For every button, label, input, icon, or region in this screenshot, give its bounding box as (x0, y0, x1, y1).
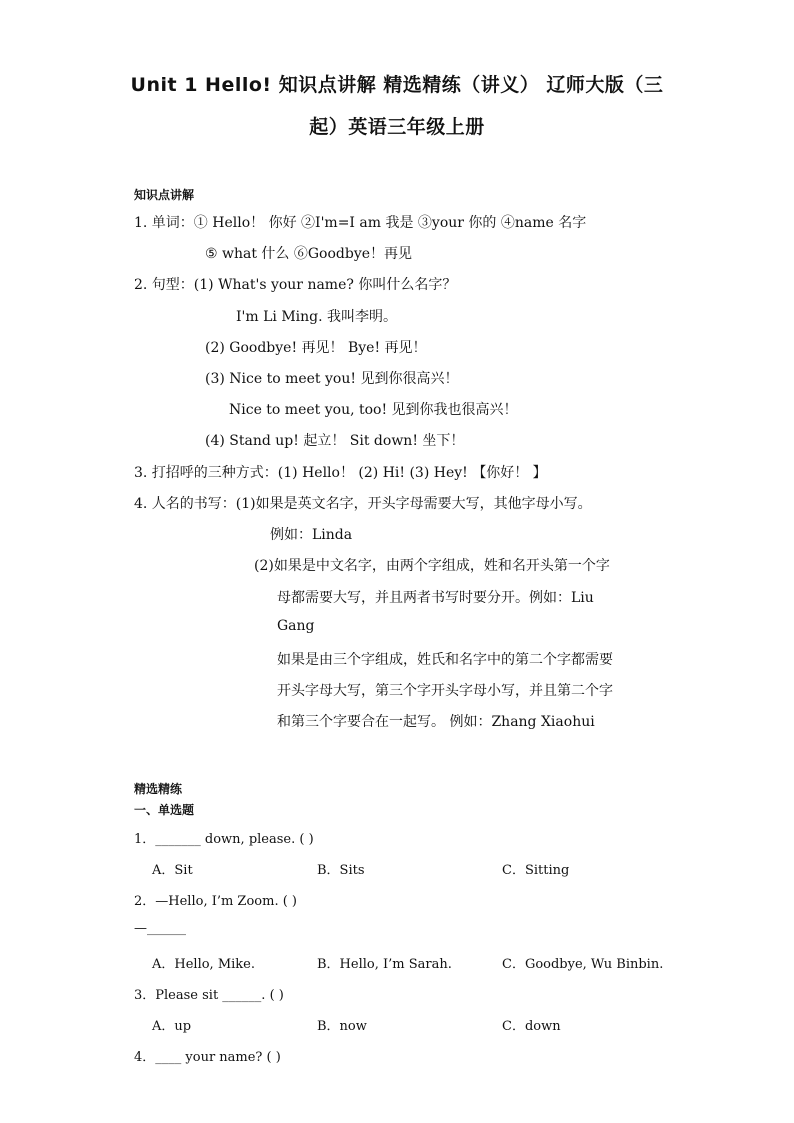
knowledge-line: 和第三个字要合在一起写。 例如：Zhang Xiaohui (277, 714, 595, 730)
option-a[interactable]: A．Hello, Mike. (152, 957, 255, 972)
knowledge-heading: 知识点讲解 (134, 188, 195, 202)
knowledge-line: I'm Li Ming. 我叫李明。 (236, 309, 398, 325)
knowledge-line: (2) Goodbye! 再见！ Bye! 再见！ (205, 340, 427, 356)
knowledge-line: Gang (277, 618, 315, 634)
knowledge-line: 如果是由三个字组成，姓氏和名字中的第二个字都需要 (277, 652, 613, 668)
knowledge-line: (3) Nice to meet you! 见到你很高兴！ (205, 371, 459, 387)
practice-subheading: 一、单选题 (134, 803, 195, 817)
title-line-1: Unit 1 Hello! 知识点讲解 精选精练（讲义） 辽师大版（三 (130, 74, 664, 96)
question-stem: 2．—Hello, I’m Zoom. ( ) (134, 894, 297, 909)
question-stem: 4．____ your name? ( ) (134, 1050, 281, 1065)
knowledge-line: (2)如果是中文名字，由两个字组成，姓和名开头第一个字 (254, 558, 610, 574)
knowledge-line: 2. 句型：(1) What's your name? 你叫什么名字？ (134, 277, 457, 293)
practice-heading: 精选精练 (134, 782, 183, 796)
option-c[interactable]: C．Goodbye, Wu Binbin. (502, 957, 664, 972)
option-c[interactable]: C．Sitting (502, 863, 570, 878)
knowledge-line: (4) Stand up! 起立！ Sit down! 坐下！ (205, 433, 465, 449)
knowledge-line: 母都需要大写，并且两者书写时要分开。例如：Liu (277, 590, 594, 606)
title-line-2: 起）英语三年级上册 (309, 116, 485, 138)
knowledge-line: 4. 人名的书写：(1)如果是英文名字，开头字母需要大写，其他字母小写。 (134, 496, 592, 512)
knowledge-line: 3. 打招呼的三种方式：(1) Hello！ (2) Hi! (3) Hey! 【你好！ 】 (134, 465, 547, 481)
option-c[interactable]: C．down (502, 1019, 561, 1034)
option-b[interactable]: B．Hello, I’m Sarah. (317, 957, 452, 972)
option-b[interactable]: B．Sits (317, 863, 365, 878)
knowledge-line: Nice to meet you, too! 见到你我也很高兴！ (229, 402, 518, 418)
knowledge-line: 1. 单词：① Hello！ 你好 ②I'm=I am 我是 ③your 你的 ④name 名字 (134, 215, 587, 231)
knowledge-line: 例如：Linda (270, 527, 353, 543)
option-a[interactable]: A．up (152, 1019, 192, 1034)
knowledge-line: 开头字母大写，第三个字开头字母小写，并且第二个字 (277, 683, 613, 699)
question-stem: 1．_______ down, please. ( ) (134, 832, 314, 847)
answer-blank: —______ (134, 921, 186, 936)
question-stem: 3．Please sit ______. ( ) (134, 988, 284, 1003)
option-b[interactable]: B．now (317, 1019, 367, 1034)
knowledge-line: ⑤ what 什么 ⑥Goodbye！再见 (205, 246, 413, 262)
option-a[interactable]: A．Sit (152, 863, 193, 878)
